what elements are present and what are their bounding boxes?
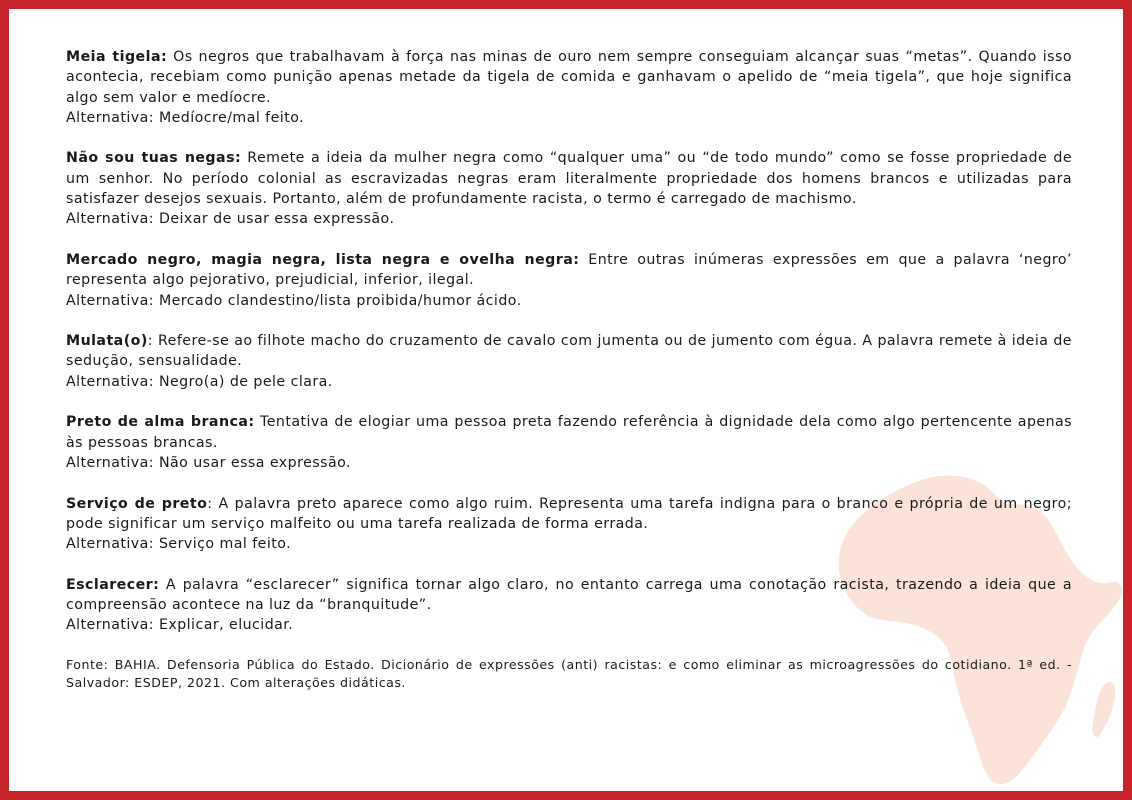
entry-term: Esclarecer:: [66, 576, 160, 593]
glossary-entry: [66, 494, 1072, 555]
entry-paragraph: [66, 331, 1072, 392]
glossary-entry: [66, 575, 1072, 636]
entry-alternative: Alternativa: Mercado clandestino/lista proibida/humor ácido.: [66, 292, 522, 309]
glossary-content: [66, 47, 1072, 705]
entry-alternative: Alternativa: Serviço mal feito.: [66, 536, 292, 553]
entry-term: Preto de alma branca:: [66, 414, 255, 431]
entry-alternative: Alternativa: Deixar de usar essa expressão.: [66, 211, 395, 228]
glossary-entry: [66, 331, 1072, 392]
entry-alternative: Alternativa: Não usar essa expressão.: [66, 454, 351, 471]
entry-term: Serviço de preto: [66, 495, 208, 512]
entry-term: Não sou tuas negas:: [66, 150, 242, 167]
glossary-entry: [66, 148, 1072, 229]
entry-definition: Remete a ideia da mulher negra como “qualquer uma” ou “de todo mundo” como se fosse propriedade de um senhor. No período colonial as escravizadas negras eram literalmente propriedade dos homens brancos e utilizadas para satisfazer desejos sexuais. Portanto, além de profundamente racista, o termo é carregado de machismo.: [66, 150, 1072, 208]
entry-definition: Os negros que trabalhavam à força nas minas de ouro nem sempre conseguiam alcançar suas “metas”. Quando isso acontecia, recebiam como punição apenas metade da tigela de comida e ganhavam o apelido de “meia tigela”, que hoje significa algo sem valor e medíocre.: [66, 49, 1072, 106]
entry-term: Meia tigela:: [66, 49, 168, 65]
entry-alternative: Alternativa: Medíocre/mal feito.: [66, 109, 305, 126]
entry-paragraph: [66, 575, 1072, 636]
entry-paragraph: [66, 250, 1072, 311]
entry-term: Mulata(o): [66, 333, 148, 350]
glossary-entry: [66, 412, 1072, 473]
entry-definition: : A palavra preto aparece como algo ruim. Representa uma tarefa indigna para o branco e própria de um negro; pode significar um serviço malfeito ou uma tarefa realizada de forma errada.: [66, 495, 1073, 532]
entry-alternative: Alternativa: Explicar, elucidar.: [66, 617, 294, 634]
entry-paragraph: [66, 494, 1072, 555]
entry-definition: A palavra “esclarecer” significa tornar algo claro, no entanto carrega uma conotação racista, trazendo a ideia que a compreensão acontece na luz da “branquitude”.: [66, 576, 1072, 614]
entry-paragraph: [66, 148, 1072, 229]
source-citation: Fonte: BAHIA. Defensoria Pública do Estado. Dicionário de expressões (anti) racistas: e como eliminar as microagressões do cotidiano. 1ª ed. - Salvador: ESDEP, 2021. Com alterações didáticas.: [66, 656, 1072, 690]
entry-definition: Entre outras inúmeras expressões em que a palavra ‘negro’ representa algo pejorativo, prejudicial, inferior, ilegal.: [66, 251, 1072, 289]
glossary-entry: [66, 250, 1072, 311]
entry-paragraph: [66, 412, 1072, 473]
entry-definition: : Refere-se ao filhote macho do cruzamento de cavalo com jumenta ou de jumento com égua. A palavra remete à ideia de sedução, sensualidade.: [66, 333, 1072, 370]
entry-term: Mercado negro, magia negra, lista negra e ovelha negra:: [66, 251, 580, 268]
entry-paragraph: [66, 47, 1072, 128]
glossary-entry: [66, 47, 1072, 128]
entry-alternative: Alternativa: Negro(a) de pele clara.: [66, 373, 333, 390]
entry-definition: Tentativa de elogiar uma pessoa preta fazendo referência à dignidade dela como algo pertencente apenas às pessoas brancas.: [66, 414, 1073, 451]
